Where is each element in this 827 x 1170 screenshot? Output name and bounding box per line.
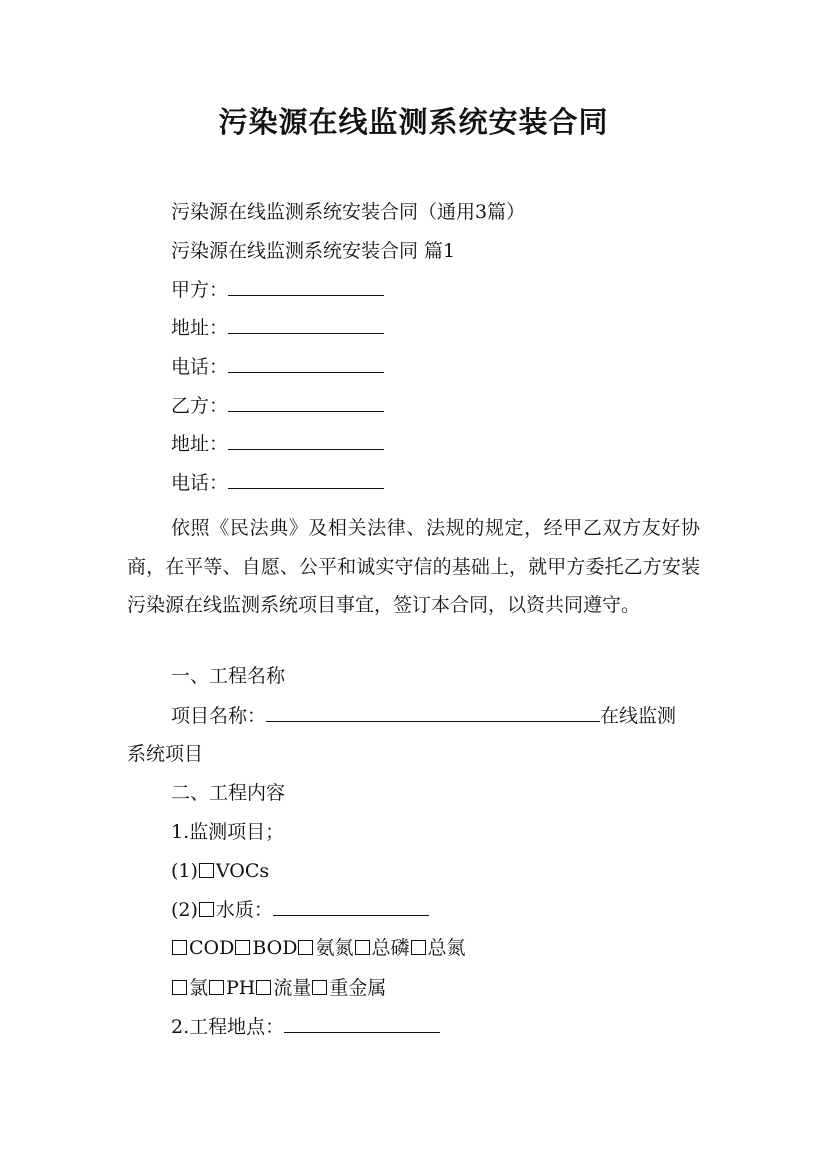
address-b-line: [171, 432, 384, 456]
water-quality-line: [171, 898, 429, 922]
phone-b-label: 电话：: [171, 472, 229, 494]
address-b-blank: [228, 432, 384, 450]
address-a-label: 地址：: [171, 317, 229, 339]
monitoring-items-label: 1.监测项目；: [171, 821, 285, 843]
cod-checkbox[interactable]: [172, 940, 187, 955]
party-b-label: 乙方：: [171, 395, 229, 417]
party-a-label: 甲方：: [171, 279, 229, 301]
address-a-blank: [228, 316, 384, 334]
party-a-blank: [228, 278, 384, 296]
flow-checkbox[interactable]: [256, 980, 271, 995]
phosphorus-checkbox[interactable]: [355, 940, 370, 955]
water-quality-checkbox[interactable]: [199, 902, 214, 917]
project-name-label: 项目名称：: [171, 705, 267, 727]
project-name-line: [171, 704, 676, 728]
water-checks-row1: [171, 936, 466, 960]
document-subtitle: 污染源在线监测系统安装合同（通用3篇）: [171, 201, 526, 223]
water-quality-label: 水质：: [215, 899, 273, 921]
project-name-suffix: 在线监测: [600, 705, 677, 727]
voc-label: VOCs: [215, 860, 270, 882]
water-quality-blank: [273, 898, 429, 916]
nitrogen-checkbox[interactable]: [411, 940, 426, 955]
flow-label: 流量: [273, 977, 312, 999]
project-name-continuation: 系统项目: [127, 743, 204, 765]
party-b-line: [171, 394, 384, 418]
chlorine-checkbox[interactable]: [172, 980, 187, 995]
section2-heading: 二、工程内容: [171, 782, 286, 804]
heavy-metal-checkbox[interactable]: [312, 980, 327, 995]
voc-prefix: (1): [171, 860, 198, 882]
voc-line: [171, 859, 269, 883]
phone-a-line: [171, 355, 384, 379]
water-prefix: (2): [171, 899, 198, 921]
chlorine-label: 氯: [189, 977, 209, 999]
party-a-line: [171, 278, 384, 302]
project-location-label: 2.工程地点：: [171, 1016, 285, 1038]
address-a-line: [171, 316, 384, 340]
bod-checkbox[interactable]: [235, 940, 250, 955]
project-location-blank: [284, 1015, 440, 1033]
cod-label: COD: [189, 937, 235, 959]
party-b-blank: [228, 394, 384, 412]
phone-b-blank: [228, 471, 384, 489]
phosphorus-label: 总磷: [371, 937, 410, 959]
part-heading: 污染源在线监测系统安装合同 篇1: [171, 240, 456, 262]
phone-a-label: 电话：: [171, 356, 229, 378]
ph-checkbox[interactable]: [209, 980, 224, 995]
phone-a-blank: [228, 355, 384, 373]
ammonia-checkbox[interactable]: [298, 940, 313, 955]
phone-b-line: [171, 471, 384, 495]
water-checks-row2: [171, 976, 386, 1000]
ammonia-label: 氨氮: [315, 937, 354, 959]
section1-heading: 一、工程名称: [171, 665, 286, 687]
preamble-paragraph: 依照《民法典》及相关法律、法规的规定，经甲乙双方友好协商，在平等、自愿、公平和诚实守信的基础上，就甲方委托乙方安装污染源在线监测系统项目事宜，签订本合同，以资共同遵守。: [127, 517, 700, 616]
document-title: 污染源在线监测系统安装合同: [218, 105, 609, 139]
bod-label: BOD: [252, 937, 298, 959]
address-b-label: 地址：: [171, 433, 229, 455]
project-location-line: [171, 1015, 440, 1039]
ph-label: PH: [226, 977, 256, 999]
voc-checkbox[interactable]: [199, 863, 214, 878]
project-name-blank: [266, 704, 600, 722]
heavy-metal-label: 重金属: [329, 977, 387, 999]
nitrogen-label: 总氮: [427, 937, 466, 959]
